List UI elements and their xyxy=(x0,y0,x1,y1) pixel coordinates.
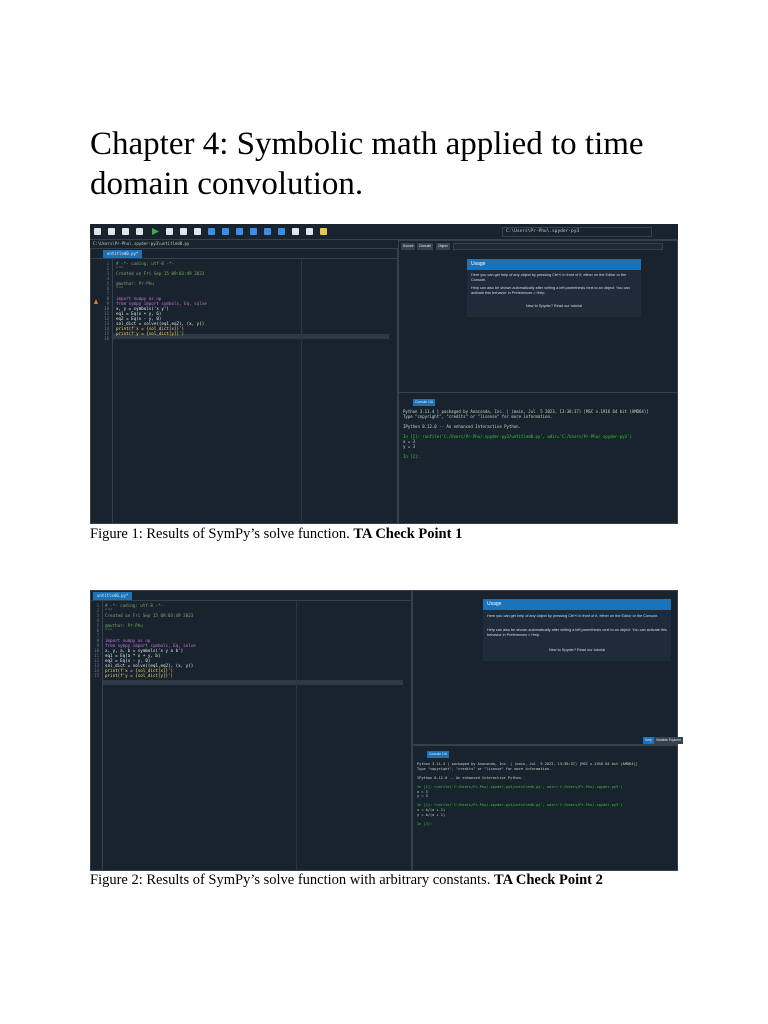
help-source-tab[interactable]: Source xyxy=(403,244,414,248)
figure-1-checkpoint: TA Check Point 1 xyxy=(353,526,463,542)
code-line[interactable]: print(f'y = {sol_dict[y]}') xyxy=(105,673,174,678)
console-line: Type "copyright", "credits" or "license" for more information. xyxy=(403,414,553,419)
code-line[interactable]: sol_dict = solve((eq1,eq2), (x, y)) xyxy=(116,321,205,326)
code-line[interactable]: print(f'x = {sol_dict[x]}') xyxy=(105,668,174,673)
console-line: x = 3 xyxy=(403,439,416,444)
line-number: 6 xyxy=(96,628,99,633)
line-number: 10 xyxy=(104,306,109,311)
code-line[interactable]: from sympy import symbols, Eq, solve xyxy=(105,643,196,648)
code-line[interactable]: import numpy as np xyxy=(105,638,151,643)
warning-icon[interactable] xyxy=(94,299,98,304)
new-file-icon[interactable] xyxy=(94,228,101,235)
current-line-highlight xyxy=(103,680,403,685)
run-selection-icon[interactable] xyxy=(194,228,201,235)
figure-2-caption xyxy=(90,871,603,889)
code-line[interactable]: print(f'x = {sol_dict[x]}') xyxy=(116,326,185,331)
console-output[interactable] xyxy=(417,762,638,826)
help-search-field[interactable] xyxy=(453,243,663,250)
help-usage-title: Usage xyxy=(467,259,641,270)
code-line[interactable]: @author: Pr-Phu xyxy=(116,281,154,286)
line-number: 1 xyxy=(106,261,109,266)
code-line[interactable]: """ xyxy=(116,266,124,271)
figure-2-checkpoint: TA Check Point 2 xyxy=(493,872,603,888)
code-line[interactable]: x, y = symbols('x y') xyxy=(116,306,169,311)
help-usage-card xyxy=(483,599,671,661)
line-number: 14 xyxy=(104,326,109,331)
line-number: 15 xyxy=(104,331,109,336)
console-tab[interactable]: Console 1/A xyxy=(415,400,433,404)
maximize-pane-icon[interactable] xyxy=(292,228,299,235)
code-line[interactable]: eq1 = Eq(a * x + y, b) xyxy=(105,653,161,658)
debug-icon[interactable] xyxy=(208,228,215,235)
line-number: 4 xyxy=(106,276,109,281)
help-paragraph-2: Help can also be shown automatically after writing a left parenthesis next to an object. You can activate this behavior in Preferences > Help. xyxy=(487,628,667,637)
console-line: In [1]: runfile('C:/Users/Pr-Phu/.spyder-py3/untitled0.py', wdir='C:/Users/Pr-Phu/.spyder-py3') xyxy=(403,434,632,439)
run-cell-advance-icon[interactable] xyxy=(180,228,187,235)
line-number: 1 xyxy=(96,603,99,608)
console-line: y = 3 xyxy=(403,444,416,449)
step-icon[interactable] xyxy=(222,228,229,235)
code-line[interactable]: eq2 = Eq(x - y, 0) xyxy=(105,658,151,663)
figure-1-screenshot xyxy=(90,224,678,524)
console-line: x = b/(a + 1) xyxy=(417,807,446,812)
line-number: 3 xyxy=(96,613,99,618)
ide-toolbar xyxy=(90,224,678,240)
line-number-gutter xyxy=(91,601,103,870)
line-number: 7 xyxy=(106,291,109,296)
code-line[interactable]: Created on Fri Sep 15 09:03:49 2023 xyxy=(116,271,205,276)
console-line: Python 3.11.4 | packaged by Anaconda, Inc. | (main, Jul 5 2023, 13:38:37) [MSC v.1916 64 bit (AMD64)] xyxy=(403,409,649,414)
line-number: 13 xyxy=(94,663,99,668)
line-number: 5 xyxy=(96,623,99,628)
help-usage-title: Usage xyxy=(483,599,671,610)
line-number: 7 xyxy=(96,633,99,638)
line-number: 13 xyxy=(104,321,109,326)
line-number: 4 xyxy=(96,618,99,623)
figure-2-caption-text: Figure 2: Results of SymPy’s solve function with arbitrary constants. xyxy=(90,872,494,888)
line-number: 3 xyxy=(106,271,109,276)
line-length-ruler xyxy=(301,259,302,523)
line-number: 2 xyxy=(106,266,109,271)
bottom-tab-help[interactable]: Help xyxy=(645,738,652,742)
figure-1-caption xyxy=(90,525,462,543)
line-length-ruler xyxy=(296,601,297,870)
code-line[interactable]: from sympy import symbols, Eq, solve xyxy=(116,301,207,306)
code-line[interactable]: eq1 = Eq(x + y, 6) xyxy=(116,311,162,316)
working-directory-field[interactable]: C:\Users\Pr-Phu\.spyder-py3 xyxy=(502,227,652,237)
code-line[interactable] xyxy=(116,336,207,341)
figure-2-screenshot xyxy=(90,590,682,871)
line-number: 5 xyxy=(106,281,109,286)
code-line[interactable]: """ xyxy=(116,286,124,291)
file-path-label: C:\Users\Pr-Phu\.spyder-py3\untitled0.py xyxy=(93,241,190,246)
line-number: 14 xyxy=(94,668,99,673)
step-return-icon[interactable] xyxy=(250,228,257,235)
console-tab[interactable]: Console 1/A xyxy=(429,752,447,756)
help-paragraph-2: Help can also be shown automatically after writing a left parenthesis next to an object. You can activate this behavior in Preferences > Help. xyxy=(471,286,630,295)
preferences-icon[interactable] xyxy=(306,228,313,235)
stop-icon[interactable] xyxy=(278,228,285,235)
editor-tab[interactable]: untitled0.py* xyxy=(103,250,142,258)
console-line: x = 3 xyxy=(417,789,428,794)
console-line: IPython 8.12.0 -- An enhanced Interactive Python. xyxy=(417,775,524,780)
line-number: 11 xyxy=(94,653,99,658)
save-all-icon[interactable] xyxy=(136,228,143,235)
continue-icon[interactable] xyxy=(264,228,271,235)
run-icon[interactable] xyxy=(152,228,159,235)
editor-tab-bar xyxy=(91,249,397,259)
line-number: 6 xyxy=(106,286,109,291)
help-object-tab[interactable]: Object xyxy=(438,244,448,248)
console-line: y = 3 xyxy=(417,794,428,799)
line-number: 12 xyxy=(104,316,109,321)
figure-1-caption-text: Figure 1: Results of SymPy’s solve function. xyxy=(90,526,354,542)
console-pane xyxy=(398,392,678,524)
line-number: 9 xyxy=(96,643,99,648)
help-console-tab[interactable]: Console xyxy=(419,244,432,248)
line-number: 11 xyxy=(104,311,109,316)
code-line[interactable]: x, y, a, b = symbols('x y a b') xyxy=(105,648,184,653)
code-line[interactable]: # -*- coding: utf-8 -*- xyxy=(105,603,163,608)
console-line: In [1]: runfile('C:/Users/Pr-Phu/.spyder-py3/untitled0.py', wdir='C:/Users/Pr-Phu/.spyder-py3') xyxy=(417,784,623,789)
help-pane xyxy=(398,240,678,408)
editor-tab-bar xyxy=(91,591,411,601)
line-number: 8 xyxy=(96,638,99,643)
line-number: 8 xyxy=(106,296,109,301)
help-usage-card xyxy=(467,259,641,317)
console-line: In [3]: xyxy=(417,821,433,826)
help-paragraph-1: Here you can get help of any object by pressing Ctrl+I in front of it, either on the Editor or the Console. xyxy=(487,614,659,618)
editor-pane xyxy=(90,590,412,871)
code-line[interactable]: """ xyxy=(105,608,113,613)
open-file-icon[interactable] xyxy=(108,228,115,235)
line-number: 15 xyxy=(94,673,99,678)
code-area[interactable] xyxy=(116,259,207,341)
console-output[interactable] xyxy=(403,409,649,459)
bottom-tab-variable-explorer[interactable]: Variable Explorer xyxy=(656,738,682,742)
python-path-icon[interactable] xyxy=(320,228,327,235)
console-pane xyxy=(412,745,678,871)
code-line[interactable]: eq2 = Eq(x - y, 0) xyxy=(116,316,162,321)
console-line: In [2]: xyxy=(403,454,420,459)
code-line[interactable]: """ xyxy=(105,628,113,633)
code-line[interactable]: Created on Fri Sep 15 09:03:49 2023 xyxy=(105,613,194,618)
console-line: IPython 8.12.0 -- An enhanced Interactive Python. xyxy=(403,424,522,429)
code-line[interactable]: sol_dict = solve((eq1,eq2), (x, y)) xyxy=(105,663,194,668)
code-area[interactable] xyxy=(105,601,196,678)
console-line: Python 3.11.4 | packaged by Anaconda, Inc. | (main, Jul 5 2023, 13:38:37) [MSC v.1916 64 bit (AMD64)] xyxy=(417,762,638,766)
line-number: 2 xyxy=(96,608,99,613)
line-number: 10 xyxy=(94,648,99,653)
editor-tab[interactable]: untitled0.py* xyxy=(93,592,132,600)
help-pane xyxy=(412,590,682,745)
step-into-icon[interactable] xyxy=(236,228,243,235)
console-line: In [2]: runfile('C:/Users/Pr-Phu/.spyder-py3/untitled0.py', wdir='C:/Users/Pr-Phu/.spyder-py3') xyxy=(417,803,623,808)
help-tutorial-link[interactable]: New to Spyder? Read our tutorial xyxy=(548,648,606,652)
save-icon[interactable] xyxy=(122,228,129,235)
code-line[interactable]: import numpy as np xyxy=(116,296,162,301)
line-number: 16 xyxy=(104,336,109,341)
editor-pane xyxy=(90,248,398,524)
run-cell-icon[interactable] xyxy=(166,228,173,235)
code-line[interactable]: @author: Pr-Phu xyxy=(105,623,143,628)
console-line: y = b/(a + 1) xyxy=(417,812,446,817)
chapter-heading: Chapter 4: Symbolic math applied to time domain convolution. xyxy=(90,126,644,202)
code-line[interactable]: print(f'y = {sol_dict[y]}') xyxy=(116,331,185,336)
line-number: 9 xyxy=(106,301,109,306)
help-paragraph-1: Here you can get help of any object by pressing Ctrl+I in front of it, either on the Editor or the Console. xyxy=(471,273,627,282)
code-line[interactable]: # -*- coding: utf-8 -*- xyxy=(116,261,174,266)
console-line: Type "copyright", "credits" or "license" for more information. xyxy=(417,766,552,771)
help-tutorial-link[interactable]: New to Spyder? Read our tutorial xyxy=(525,304,583,308)
line-number: 12 xyxy=(94,658,99,663)
